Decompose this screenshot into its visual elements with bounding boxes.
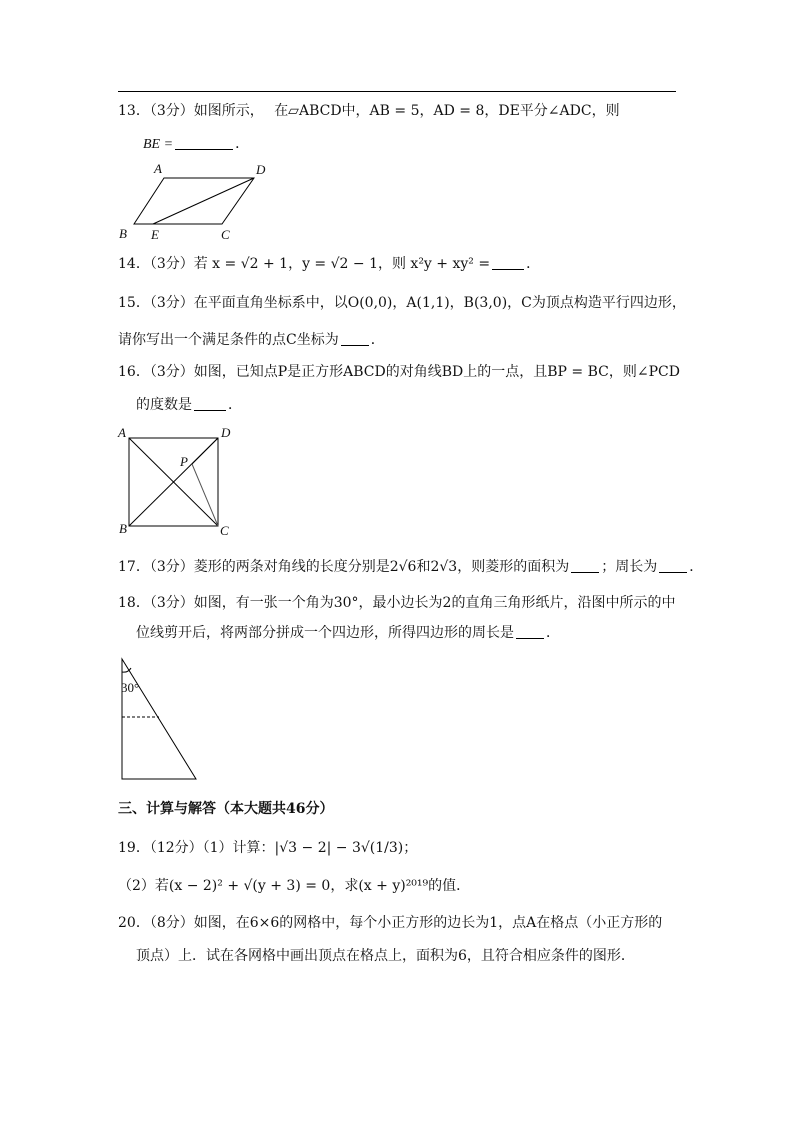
section3-heading: 三、计算与解答（本大题共46分） bbox=[118, 801, 334, 817]
q19-line1: 19．（12分）（1）计算：|√3 − 2| − 3√(1/3)； bbox=[118, 840, 418, 856]
q13-label-c: C bbox=[221, 227, 230, 242]
q18-triangle bbox=[122, 659, 196, 779]
q18-angle-label: 30° bbox=[121, 680, 140, 695]
q19-line2: （2）若(x − 2)² + √(y + 3) = 0，求(x + y)²⁰¹⁹的值． bbox=[118, 878, 471, 894]
q20-line1: 20．（8分）如图，在6×6的网格中，每个小正方形的边长为1，点A在格点（小正方形的 bbox=[118, 915, 663, 931]
q13-label-b: B bbox=[119, 226, 127, 241]
q18-line2: 位线剪开后，将两部分拼成一个四边形，所得四边形的周长是 ． bbox=[136, 625, 560, 641]
q13-label-d: D bbox=[256, 162, 266, 177]
q17-line: 17．（3分）菱形的两条对角线的长度分别是2√6和2√3，则菱形的面积为 ；周长为 ． bbox=[118, 559, 704, 575]
q15-line1: 15．（3分）在平面直角坐标系中，以O(0,0)，A(1,1)，B(3,0)，C为顶点构造平行四边形， bbox=[118, 295, 686, 311]
q16-label-c: C bbox=[220, 523, 229, 538]
q14-text: 14．（3分）若 x = √2 + 1，y = √2 − 1，则 x²y + xy² = bbox=[118, 256, 491, 272]
q20-line2: 顶点）上．试在各网格中画出顶点在格点上，面积为6，且符合相应条件的图形． bbox=[136, 948, 635, 964]
q16-line1: 16．（3分）如图，已知点P是正方形ABCD的对角线BD上的一点，且BP = BC，则∠PCD bbox=[118, 364, 680, 380]
q17-text: 17．（3分）菱形的两条对角线的长度分别是2√6和2√3，则菱形的面积为 bbox=[118, 559, 570, 575]
q13-body: 在▱ABCD中，AB = 5，AD = 8，DE平分∠ADC，则 bbox=[274, 103, 620, 119]
q16-label-d: D bbox=[221, 425, 231, 440]
q13-label-a: A bbox=[154, 161, 162, 176]
q15-line2: 请你写出一个满足条件的点C坐标为 ． bbox=[118, 332, 385, 348]
q13-lead: 13．（3分）如图所示， bbox=[118, 103, 264, 119]
q18-line1: 18．（3分）如图，有一张一个角为30°，最小边长为2的直角三角形纸片，沿图中所示的中 bbox=[118, 595, 676, 611]
q13-line2: BE = ． bbox=[143, 136, 250, 152]
q16-line2: 的度数是 ． bbox=[136, 397, 242, 413]
q13-be: BE = bbox=[143, 137, 174, 152]
q16-label-a: A bbox=[118, 425, 126, 440]
q13-label-e: E bbox=[151, 227, 159, 242]
q14-line: 14．（3分）若 x = √2 + 1，y = √2 − 1，则 x²y + xy² = ． bbox=[118, 256, 541, 272]
q16-label-b: B bbox=[119, 521, 127, 536]
q16-label-p: P bbox=[180, 454, 188, 469]
